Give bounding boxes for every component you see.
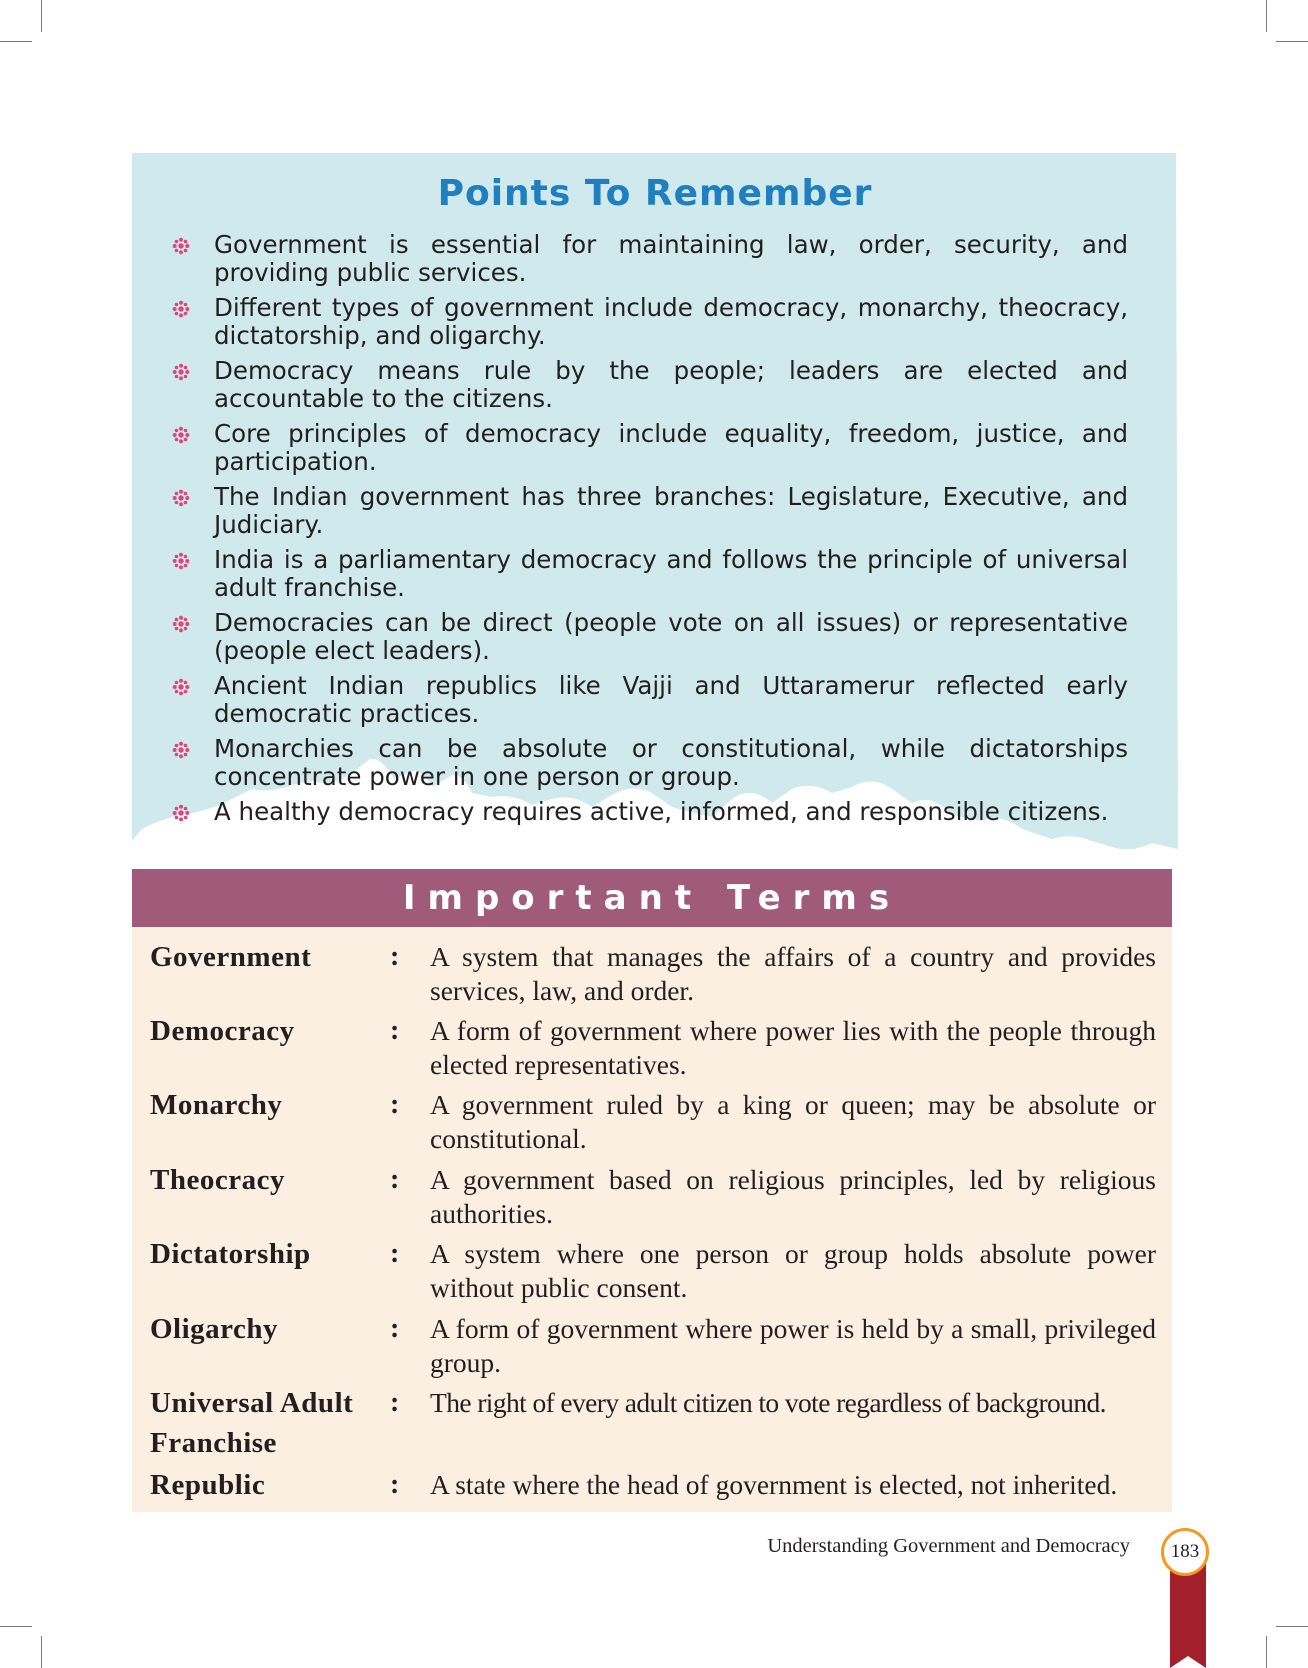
term-definition: A system that manages the affairs of a country and provides services, law, and order. bbox=[430, 941, 1156, 1006]
term-name: Theocracy bbox=[150, 1164, 285, 1196]
term-separator: : bbox=[390, 1238, 400, 1269]
points-title: Points To Remember bbox=[437, 173, 873, 214]
flower-bullet-icon bbox=[172, 552, 190, 570]
list-item bbox=[170, 231, 1128, 287]
list-item bbox=[170, 609, 1128, 665]
crop-mark bbox=[41, 0, 42, 32]
chapter-title-footer: Understanding Government and Democracy bbox=[767, 1535, 1130, 1557]
page-ribbon bbox=[1170, 1560, 1206, 1668]
flower-bullet-icon bbox=[172, 741, 190, 759]
list-item bbox=[170, 420, 1128, 476]
term-separator: : bbox=[390, 941, 400, 972]
points-to-remember-box bbox=[132, 153, 1178, 853]
point-text: Monarchies can be absolute or constitutional, while dictatorships concentrate power in one person or group. bbox=[214, 734, 1128, 791]
term-name: Democracy bbox=[150, 1015, 295, 1047]
term-definition: A government ruled by a king or queen; may be absolute or constitutional. bbox=[430, 1089, 1156, 1154]
point-text: Democracy means rule by the people; leaders are elected and accountable to the citizens. bbox=[214, 356, 1128, 413]
flower-bullet-icon bbox=[172, 804, 190, 822]
term-separator: : bbox=[390, 1089, 400, 1120]
crop-mark bbox=[1276, 41, 1308, 42]
term-separator: : bbox=[390, 1387, 400, 1418]
term-separator: : bbox=[390, 1469, 400, 1500]
list-item bbox=[170, 672, 1128, 728]
term-separator: : bbox=[390, 1015, 400, 1046]
term-definition: A system where one person or group holds absolute power without public consent. bbox=[430, 1238, 1156, 1303]
term-definition: A government based on religious principles, led by religious authorities. bbox=[430, 1164, 1156, 1229]
term-definition: A state where the head of government is elected, not inherited. bbox=[430, 1469, 1118, 1500]
flower-bullet-icon bbox=[172, 678, 190, 696]
flower-bullet-icon bbox=[172, 615, 190, 633]
point-text: Democracies can be direct (people vote on all issues) or representative (people elect leaders). bbox=[214, 608, 1128, 665]
important-terms-header: Important Terms bbox=[132, 869, 1172, 927]
term-name: Government bbox=[150, 941, 312, 973]
term-name: Monarchy bbox=[150, 1089, 283, 1121]
page-number: 183 bbox=[1161, 1528, 1209, 1576]
flower-bullet-icon bbox=[172, 363, 190, 381]
point-text: A healthy democracy requires active, informed, and responsible citizens. bbox=[214, 797, 1109, 826]
list-item bbox=[170, 357, 1128, 413]
term-name: Universal Adult Franchise bbox=[150, 1387, 354, 1459]
term-definition: The right of every adult citizen to vote regardless of background. bbox=[430, 1387, 1106, 1418]
term-name: Republic bbox=[150, 1469, 266, 1501]
term-definition: A form of government where power is held by a small, privileged group. bbox=[430, 1313, 1156, 1378]
crop-mark bbox=[1266, 0, 1267, 32]
list-item bbox=[170, 735, 1128, 791]
crop-mark bbox=[1276, 1626, 1308, 1627]
term-name: Oligarchy bbox=[150, 1313, 279, 1345]
flower-bullet-icon bbox=[172, 426, 190, 444]
term-separator: : bbox=[390, 1313, 400, 1344]
list-item bbox=[170, 294, 1128, 350]
point-text: Core principles of democracy include equality, freedom, justice, and participation. bbox=[214, 419, 1128, 476]
crop-mark bbox=[0, 1626, 32, 1627]
point-text: Government is essential for maintaining law, order, security, and providing public services. bbox=[214, 230, 1128, 287]
crop-mark bbox=[0, 41, 32, 42]
points-list bbox=[170, 231, 1128, 833]
important-terms-table bbox=[132, 927, 1172, 1512]
point-text: Ancient Indian republics like Vajji and Uttaramerur reflected early democratic practices. bbox=[214, 671, 1128, 728]
term-separator: : bbox=[390, 1164, 400, 1195]
list-item bbox=[170, 546, 1128, 602]
term-definition: A form of government where power lies with the people through elected representatives. bbox=[430, 1015, 1156, 1080]
flower-bullet-icon bbox=[172, 489, 190, 507]
flower-bullet-icon bbox=[172, 300, 190, 318]
crop-mark bbox=[41, 1636, 42, 1668]
list-item bbox=[170, 798, 1128, 826]
point-text: Different types of government include democracy, monarchy, theocracy, dictatorship, and oligarchy. bbox=[214, 293, 1128, 350]
list-item bbox=[170, 483, 1128, 539]
point-text: India is a parliamentary democracy and follows the principle of universal adult franchise. bbox=[214, 545, 1128, 602]
point-text: The Indian government has three branches: Legislature, Executive, and Judiciary. bbox=[214, 482, 1128, 539]
term-name: Dictatorship bbox=[150, 1238, 311, 1270]
flower-bullet-icon bbox=[172, 237, 190, 255]
crop-mark bbox=[1266, 1636, 1267, 1668]
